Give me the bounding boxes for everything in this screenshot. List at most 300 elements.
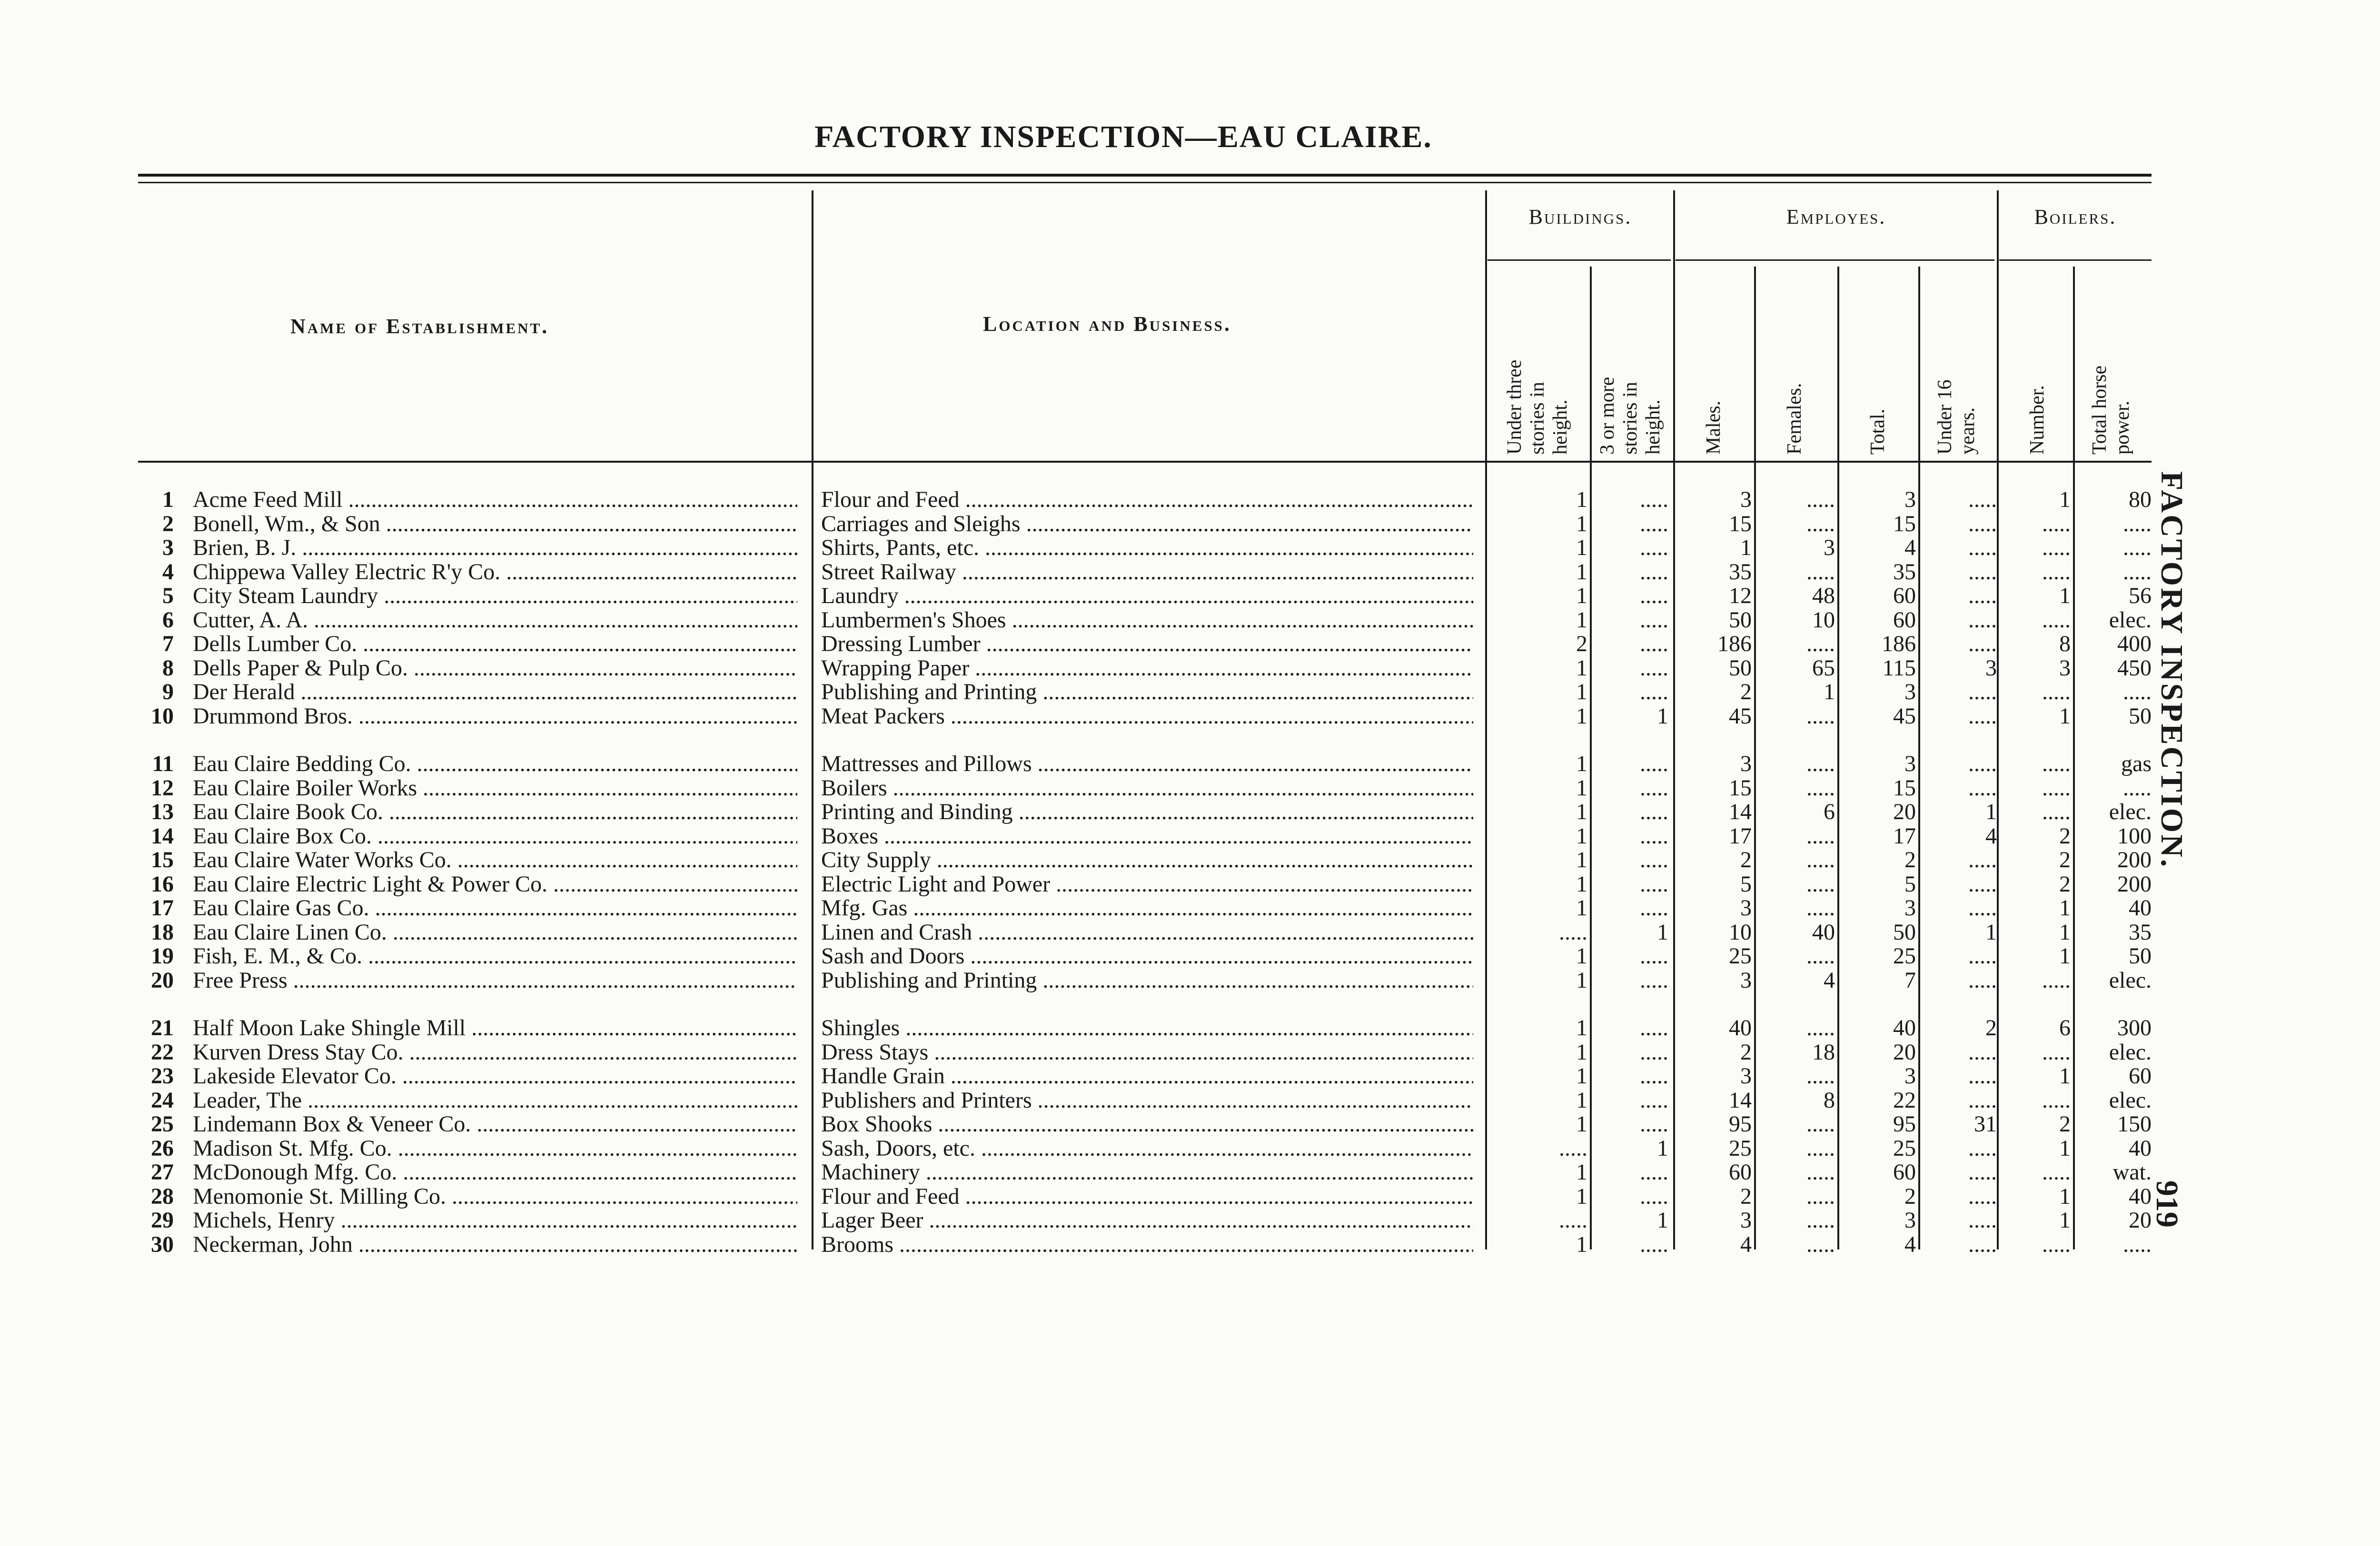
location-business: Machinery ..... [821,1160,1473,1184]
buildings-three-or-more: ..... [1640,584,1668,608]
buildings-under-three: 1 [1576,1160,1587,1184]
location-business: Publishing and Printing ..... [821,680,1473,704]
row-number: 27 [151,1160,174,1184]
employes-total: 60 [1893,608,1916,632]
buildings-under-three: 1 [1576,656,1587,680]
employes-females: ..... [1806,872,1835,896]
boilers-horse-power: elec. [2109,1040,2152,1064]
employes-total: 25 [1893,944,1916,968]
table-row [0,632,2190,656]
header-total: Total. [1867,408,1889,455]
row-number: 15 [151,848,174,872]
establishment-name: Neckerman, John ..... [193,1233,797,1257]
employes-under-16: ..... [1968,848,1997,872]
row-number: 12 [151,776,174,800]
row-number: 1 [162,488,174,512]
row-number: 23 [151,1064,174,1088]
location-business: Boilers ..... [821,776,1473,800]
employes-under-16: ..... [1968,1064,1997,1088]
boilers-horse-power: wat. [2112,1160,2152,1184]
employes-females: 6 [1824,800,1835,824]
employes-males: 40 [1729,1016,1752,1040]
employes-females: 10 [1812,608,1835,632]
employes-total: 22 [1893,1088,1916,1112]
row-number: 28 [151,1184,174,1209]
location-business: Publishers and Printers ..... [821,1089,1473,1112]
employes-total: 50 [1893,920,1916,944]
table-row [0,488,2190,512]
table-row [0,824,2190,848]
employes-under-16: ..... [1968,680,1997,704]
establishment-name: Lakeside Elevator Co. ..... [193,1064,797,1088]
row-number: 13 [151,800,174,824]
location-business: Linen and Crash ..... [821,921,1473,944]
table-row [0,1089,2190,1112]
employes-total: 40 [1893,1016,1916,1040]
buildings-under-three: 1 [1576,584,1587,608]
employes-underline [1676,259,1994,261]
buildings-three-or-more: ..... [1640,1112,1668,1136]
row-number: 24 [151,1088,174,1112]
establishment-name: Bonell, Wm., & Son ..... [193,512,797,536]
boilers-number: 1 [2059,1209,2071,1232]
employes-females: 3 [1824,536,1835,560]
employes-total: 45 [1893,704,1916,728]
boilers-number: 1 [2059,896,2071,920]
buildings-under-three: 1 [1576,872,1587,896]
buildings-three-or-more: ..... [1640,632,1668,656]
location-business: Boxes ..... [821,824,1473,848]
employes-under-16: ..... [1968,536,1997,560]
buildings-three-or-more: ..... [1640,1064,1668,1088]
buildings-under-three: 1 [1576,1016,1587,1040]
employes-under-16: ..... [1968,1136,1997,1160]
buildings-three-or-more: ..... [1640,488,1668,512]
employes-total: 25 [1893,1136,1916,1160]
employes-total: 60 [1893,1160,1916,1184]
header-under-three: Under three stories in height. [1504,359,1571,455]
table-row [0,1137,2190,1160]
employes-males: 2 [1740,1040,1752,1064]
row-number: 30 [151,1232,174,1257]
boilers-horse-power: 200 [2117,872,2152,896]
buildings-three-or-more: ..... [1640,944,1668,968]
boilers-underline [1999,259,2152,261]
employes-under-16: ..... [1968,776,1997,800]
employes-total: 3 [1904,896,1916,920]
employes-under-16: ..... [1968,488,1997,512]
location-business: Printing and Binding ..... [821,800,1473,824]
buildings-three-or-more: ..... [1640,1160,1668,1184]
row-number: 3 [162,536,174,560]
buildings-under-three: 1 [1576,800,1587,824]
employes-females: 1 [1824,680,1835,704]
boilers-number: ..... [2042,800,2071,824]
row-number: 5 [162,584,174,608]
row-number: 20 [151,968,174,992]
employes-total: 20 [1893,800,1916,824]
employes-females: 65 [1812,656,1835,680]
buildings-under-three: 1 [1576,1112,1587,1136]
establishment-name: Eau Claire Water Works Co. ..... [193,848,797,872]
employes-under-16: 1 [1985,920,1997,944]
table-row [0,752,2190,776]
row-number: 18 [151,920,174,944]
employes-females: ..... [1806,1160,1835,1184]
buildings-under-three: ..... [1559,920,1587,944]
location-business: Lumbermen's Shoes ..... [821,608,1473,632]
table-row [0,1185,2190,1209]
header-three-or-more: 3 or more stories in height. [1597,377,1664,455]
table-row [0,776,2190,800]
row-number: 22 [151,1040,174,1064]
row-number: 19 [151,944,174,968]
buildings-three-or-more: ..... [1640,800,1668,824]
location-business: Lager Beer ..... [821,1209,1473,1232]
buildings-under-three: 1 [1576,1232,1587,1257]
row-number: 2 [162,512,174,536]
boilers-horse-power: ..... [2123,512,2152,536]
employes-total: 2 [1904,1184,1916,1209]
location-business: Electric Light and Power ..... [821,872,1473,896]
table-row [0,704,2190,728]
row-number: 11 [152,752,174,776]
boilers-horse-power: ..... [2123,776,2152,800]
establishment-name: Eau Claire Box Co. ..... [193,824,797,848]
employes-total: 5 [1904,872,1916,896]
employes-total: 115 [1882,656,1916,680]
boilers-horse-power: 40 [2129,1136,2152,1160]
employes-under-16: 1 [1985,800,1997,824]
boilers-number: ..... [2042,1232,2071,1257]
employes-males: 3 [1740,488,1752,512]
establishment-name: Chippewa Valley Electric R'y Co. ..... [193,560,797,584]
location-business: City Supply ..... [821,848,1473,872]
buildings-under-three: ..... [1559,1209,1587,1232]
boilers-horse-power: 450 [2117,656,2152,680]
boilers-number: 1 [2059,944,2071,968]
buildings-under-three: 1 [1576,896,1587,920]
employes-males: 10 [1729,920,1752,944]
employes-under-16: ..... [1968,512,1997,536]
boilers-number: 1 [2059,1184,2071,1209]
location-business: Meat Packers ..... [821,704,1473,728]
establishment-name: Eau Claire Linen Co. ..... [193,921,797,944]
table-row [0,1041,2190,1064]
employes-males: 2 [1740,848,1752,872]
row-number: 4 [162,560,174,584]
boilers-number: 2 [2059,1112,2071,1136]
buildings-three-or-more: ..... [1640,536,1668,560]
header-horse-power: Total horse power. [2089,365,2133,455]
boilers-horse-power: 50 [2129,944,2152,968]
header-under-16: Under 16 years. [1934,379,1979,455]
header-males: Males. [1703,400,1725,455]
employes-total: 35 [1893,560,1916,584]
row-number: 7 [162,632,174,656]
location-business: Flour and Feed ..... [821,1185,1473,1209]
buildings-three-or-more: ..... [1640,824,1668,848]
row-number: 25 [151,1112,174,1136]
boilers-number: 3 [2059,656,2071,680]
location-business: Laundry ..... [821,584,1473,608]
employes-males: 14 [1729,800,1752,824]
location-business: Sash and Doors ..... [821,944,1473,968]
employes-total: 7 [1904,968,1916,992]
employes-total: 3 [1904,1064,1916,1088]
establishment-name: Half Moon Lake Shingle Mill ..... [193,1016,797,1040]
location-business: Handle Grain ..... [821,1064,1473,1088]
employes-under-16: ..... [1968,584,1997,608]
boilers-horse-power: 400 [2117,632,2152,656]
row-number: 26 [151,1136,174,1160]
employes-males: 25 [1729,944,1752,968]
establishment-name: Dells Paper & Pulp Co. ..... [193,656,797,680]
table-row [0,1160,2190,1184]
establishment-name: City Steam Laundry ..... [193,584,797,608]
employes-males: 3 [1740,752,1752,776]
employes-total: 3 [1904,488,1916,512]
buildings-three-or-more: ..... [1640,776,1668,800]
employes-females: ..... [1806,488,1835,512]
buildings-under-three: 1 [1576,680,1587,704]
employes-males: 95 [1729,1112,1752,1136]
buildings-under-three: 1 [1576,824,1587,848]
employes-males: 35 [1729,560,1752,584]
location-business: Shirts, Pants, etc. ..... [821,536,1473,560]
boilers-horse-power: elec. [2109,1088,2152,1112]
establishment-name: Drummond Bros. ..... [193,704,797,728]
buildings-under-three: 1 [1576,488,1587,512]
employes-males: 17 [1729,824,1752,848]
employes-females: ..... [1806,776,1835,800]
employes-males: 186 [1717,632,1752,656]
employes-males: 50 [1729,656,1752,680]
employes-males: 12 [1729,584,1752,608]
boilers-number: 2 [2059,872,2071,896]
side-running-title: FACTORY INSPECTION. [2154,471,2189,869]
employes-males: 3 [1740,1209,1752,1232]
employes-females: 18 [1812,1040,1835,1064]
boilers-number: 6 [2059,1016,2071,1040]
employes-under-16: 4 [1985,824,1997,848]
buildings-under-three: 2 [1576,632,1587,656]
buildings-under-three: ..... [1559,1136,1587,1160]
boilers-horse-power: ..... [2123,680,2152,704]
table-row [0,560,2190,584]
buildings-three-or-more: 1 [1657,1136,1668,1160]
buildings-three-or-more: 1 [1657,704,1668,728]
buildings-three-or-more: ..... [1640,1184,1668,1209]
table-row [0,608,2190,632]
employes-under-16: ..... [1968,1088,1997,1112]
establishment-name: Eau Claire Bedding Co. ..... [193,752,797,776]
employes-under-16: ..... [1968,944,1997,968]
employes-total: 3 [1904,680,1916,704]
location-business: Dressing Lumber ..... [821,632,1473,656]
buildings-three-or-more: ..... [1640,512,1668,536]
employes-females: ..... [1806,1064,1835,1088]
employes-males: 25 [1729,1136,1752,1160]
buildings-three-or-more: ..... [1640,752,1668,776]
buildings-under-three: 1 [1576,560,1587,584]
boilers-number: ..... [2042,680,2071,704]
employes-under-16: ..... [1968,704,1997,728]
employes-females: ..... [1806,848,1835,872]
buildings-three-or-more: ..... [1640,872,1668,896]
employes-under-16: ..... [1968,872,1997,896]
table-row [0,944,2190,968]
buildings-three-or-more: ..... [1640,560,1668,584]
employes-total: 186 [1882,632,1916,656]
boilers-horse-power: 100 [2117,824,2152,848]
location-business: Dress Stays ..... [821,1041,1473,1064]
header-location: Location and Business. [983,312,1231,336]
boilers-number: 1 [2059,488,2071,512]
boilers-number: 1 [2059,584,2071,608]
employes-total: 3 [1904,1209,1916,1232]
employes-females: ..... [1806,896,1835,920]
employes-under-16: ..... [1968,1184,1997,1209]
table-row [0,800,2190,824]
row-number: 14 [151,824,174,848]
page-number: 919 [2150,1180,2184,1228]
employes-females: ..... [1806,1136,1835,1160]
boilers-horse-power: 50 [2129,704,2152,728]
establishment-name: Eau Claire Book Co. ..... [193,800,797,824]
employes-females: 8 [1824,1088,1835,1112]
table-row [0,969,2190,992]
buildings-under-three: 1 [1576,1088,1587,1112]
employes-under-16: ..... [1968,1209,1997,1232]
boilers-horse-power: 60 [2129,1064,2152,1088]
employes-females: ..... [1806,1016,1835,1040]
buildings-three-or-more: ..... [1640,656,1668,680]
boilers-horse-power: elec. [2109,968,2152,992]
buildings-under-three: 1 [1576,776,1587,800]
boilers-horse-power: 200 [2117,848,2152,872]
establishment-name: Free Press ..... [193,969,797,992]
header-bottom-rule [138,461,2152,463]
employes-females: ..... [1806,1209,1835,1232]
boilers-horse-power: 56 [2129,584,2152,608]
header-boilers: Boilers. [2034,205,2117,228]
row-number: 29 [151,1209,174,1232]
employes-females: ..... [1806,752,1835,776]
employes-females: ..... [1806,1232,1835,1257]
boilers-horse-power: 150 [2117,1112,2152,1136]
buildings-three-or-more: 1 [1657,1209,1668,1232]
establishment-name: Leader, The ..... [193,1089,797,1112]
buildings-three-or-more: ..... [1640,1232,1668,1257]
header-name: Name of Establishment. [290,315,549,338]
employes-males: 15 [1729,512,1752,536]
employes-males: 15 [1729,776,1752,800]
location-business: Street Railway ..... [821,560,1473,584]
buildings-underline [1488,259,1671,261]
employes-under-16: 31 [1974,1112,1997,1136]
buildings-under-three: 1 [1576,968,1587,992]
table-row [0,1112,2190,1136]
boilers-horse-power: ..... [2123,560,2152,584]
top-rule-thin [138,182,2152,183]
establishment-name: Dells Lumber Co. ..... [193,632,797,656]
boilers-number: ..... [2042,1160,2071,1184]
employes-under-16: ..... [1968,1232,1997,1257]
table-row [0,536,2190,560]
location-business: Shingles ..... [821,1016,1473,1040]
boilers-horse-power: 20 [2129,1209,2152,1232]
employes-total: 60 [1893,584,1916,608]
establishment-name: Cutter, A. A. ..... [193,608,797,632]
employes-under-16: 2 [1985,1016,1997,1040]
header-number: Number. [2026,385,2048,455]
header-employes: Employes. [1786,205,1886,228]
boilers-horse-power: ..... [2123,1232,2152,1257]
boilers-number: 8 [2059,632,2071,656]
buildings-three-or-more: ..... [1640,1040,1668,1064]
establishment-name: Michels, Henry ..... [193,1209,797,1232]
employes-under-16: ..... [1968,560,1997,584]
employes-under-16: ..... [1968,608,1997,632]
boilers-number: ..... [2042,608,2071,632]
employes-total: 15 [1893,512,1916,536]
employes-females: 48 [1812,584,1835,608]
establishment-name: McDonough Mfg. Co. ..... [193,1160,797,1184]
row-number: 9 [162,680,174,704]
employes-total: 15 [1893,776,1916,800]
boilers-horse-power: 80 [2129,488,2152,512]
buildings-three-or-more: ..... [1640,680,1668,704]
location-business: Box Shooks ..... [821,1112,1473,1136]
buildings-under-three: 1 [1576,1064,1587,1088]
table-row [0,872,2190,896]
boilers-horse-power: elec. [2109,800,2152,824]
buildings-three-or-more: ..... [1640,848,1668,872]
employes-total: 20 [1893,1040,1916,1064]
table-row [0,1233,2190,1257]
employes-females: ..... [1806,944,1835,968]
establishment-name: Eau Claire Electric Light & Power Co. ..... [193,872,797,896]
table-row [0,1209,2190,1232]
employes-males: 45 [1729,704,1752,728]
buildings-three-or-more: ..... [1640,896,1668,920]
location-business: Carriages and Sleighs ..... [821,512,1473,536]
table-row [0,896,2190,920]
buildings-three-or-more: ..... [1640,968,1668,992]
boilers-horse-power: 40 [2129,1184,2152,1209]
top-rule-thick [138,174,2152,177]
employes-total: 17 [1893,824,1916,848]
employes-females: ..... [1806,560,1835,584]
boilers-number: 2 [2059,824,2071,848]
employes-females: ..... [1806,1112,1835,1136]
employes-females: ..... [1806,632,1835,656]
boilers-horse-power: 300 [2117,1016,2152,1040]
boilers-number: ..... [2042,968,2071,992]
buildings-under-three: 1 [1576,848,1587,872]
employes-under-16: ..... [1968,1040,1997,1064]
establishment-name: Menomonie St. Milling Co. ..... [193,1185,797,1209]
location-business: Sash, Doors, etc. ..... [821,1137,1473,1160]
location-business: Publishing and Printing ..... [821,969,1473,992]
table-row [0,512,2190,536]
boilers-number: 1 [2059,1136,2071,1160]
employes-total: 2 [1904,848,1916,872]
table-row [0,1064,2190,1088]
employes-males: 2 [1740,680,1752,704]
location-business: Mattresses and Pillows ..... [821,752,1473,776]
